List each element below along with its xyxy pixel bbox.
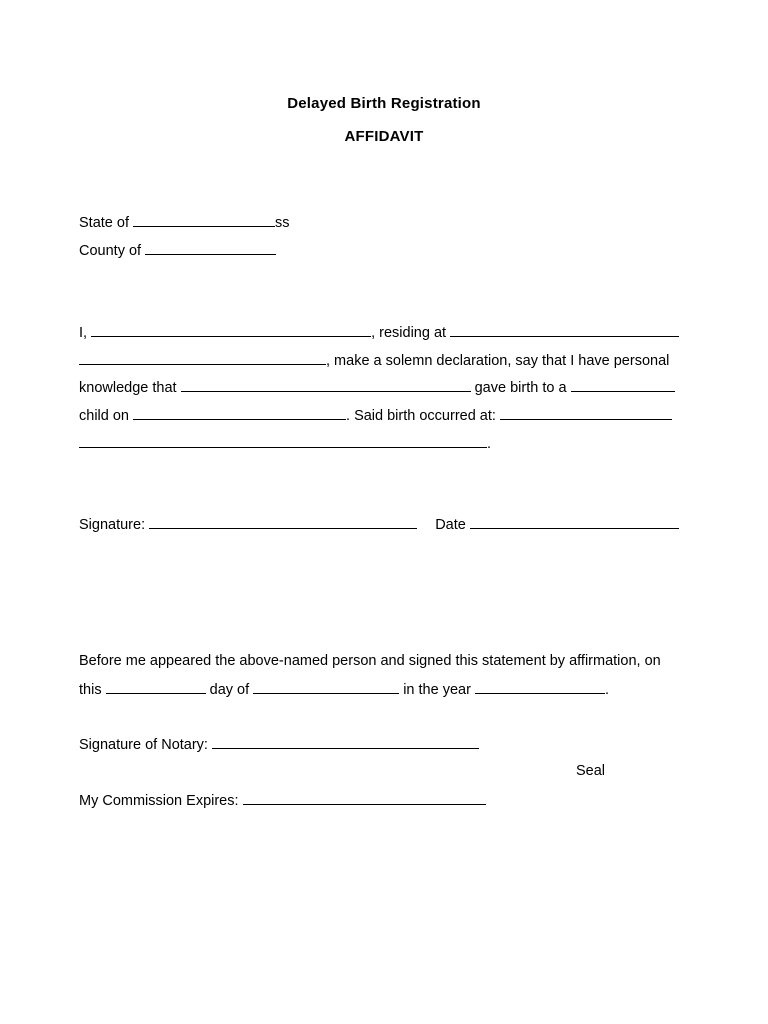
declaration-line-5 xyxy=(79,433,491,451)
birth-date-field[interactable] xyxy=(133,405,346,420)
residing-at-label: , residing at xyxy=(371,325,447,341)
notary-day-field[interactable] xyxy=(106,679,206,694)
state-label: State of xyxy=(79,215,129,231)
document-title: Delayed Birth Registration xyxy=(287,95,481,112)
ss-label: ss xyxy=(275,215,290,231)
notary-month-field[interactable] xyxy=(253,679,399,694)
state-field[interactable] xyxy=(133,212,275,227)
notary-year-field[interactable] xyxy=(475,679,605,694)
declaration-text: , make a solemn declaration, say that I have personal xyxy=(326,353,670,369)
in-the-year-label: in the year xyxy=(403,682,471,698)
notary-signature-label: Signature of Notary: xyxy=(79,737,208,753)
day-of-label: day of xyxy=(209,682,250,698)
gave-birth-label: gave birth to a xyxy=(474,380,567,396)
mother-name-field[interactable] xyxy=(181,377,471,392)
commission-expires-field[interactable] xyxy=(243,790,486,805)
declaration-line-2 xyxy=(79,350,669,368)
child-sex-field[interactable] xyxy=(571,377,675,392)
notary-period: . xyxy=(604,682,609,698)
document-subtitle: AFFIDAVIT xyxy=(344,128,424,145)
declaration-line-1 xyxy=(79,322,679,340)
county-line xyxy=(79,240,276,258)
commission-line xyxy=(79,790,486,808)
declaration-line-4 xyxy=(79,405,672,423)
birth-place-field[interactable] xyxy=(500,405,672,420)
declarant-prefix: I, xyxy=(79,325,88,341)
notary-statement-line xyxy=(79,652,661,670)
birth-occurred-label: . Said birth occurred at: xyxy=(346,408,496,424)
commission-label: My Commission Expires: xyxy=(79,793,239,809)
county-label: County of xyxy=(79,243,142,259)
residence-field[interactable] xyxy=(450,322,679,337)
notary-signature-line xyxy=(79,734,479,752)
declaration-period: . xyxy=(487,436,492,452)
signature-line xyxy=(79,514,679,532)
declaration-line-3 xyxy=(79,377,675,395)
birth-place-continued-field[interactable] xyxy=(79,433,487,448)
seal-label: Seal xyxy=(576,763,606,779)
notary-statement: Before me appeared the above-named person and signed this statement by affirmation, on xyxy=(79,653,661,669)
declarant-name-field[interactable] xyxy=(91,322,371,337)
county-field[interactable] xyxy=(145,240,276,255)
knowledge-label: knowledge that xyxy=(79,380,177,396)
date-label: Date xyxy=(435,517,466,533)
date-field[interactable] xyxy=(470,514,679,529)
signature-field[interactable] xyxy=(149,514,417,529)
state-line xyxy=(79,212,290,230)
this-label: this xyxy=(79,682,102,698)
notary-date-line xyxy=(79,679,609,697)
signature-label: Signature: xyxy=(79,517,146,533)
notary-signature-field[interactable] xyxy=(212,734,479,749)
residence-continued-field[interactable] xyxy=(79,350,326,365)
child-on-label: child on xyxy=(79,408,129,424)
